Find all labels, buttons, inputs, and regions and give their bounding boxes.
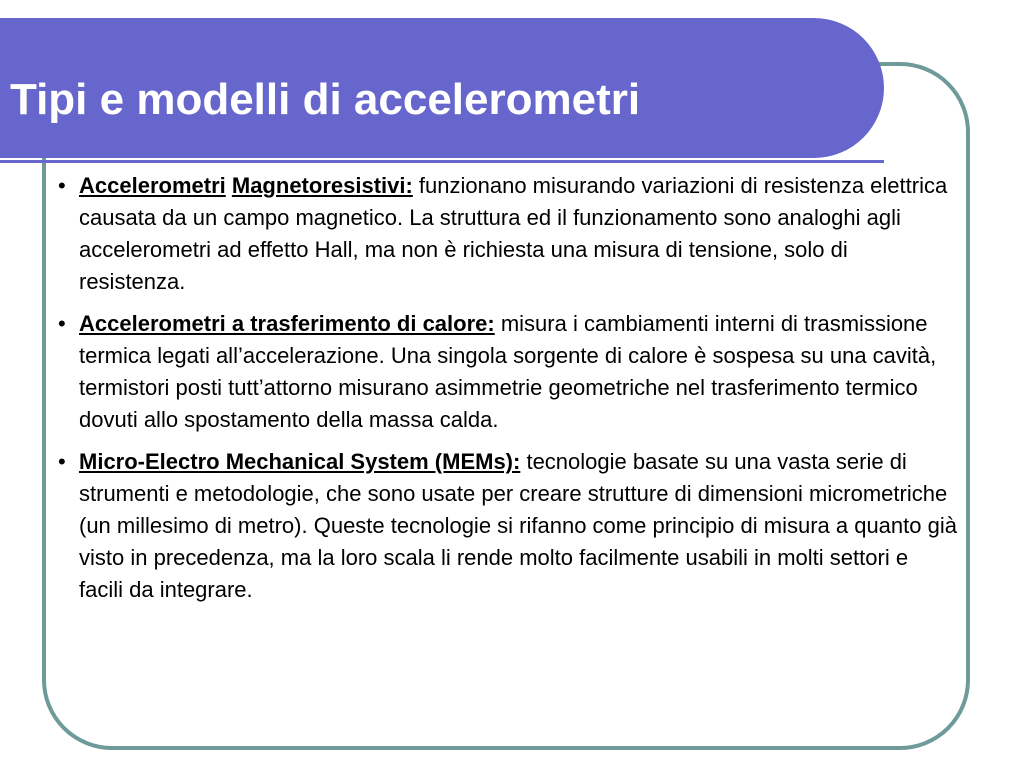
bullet-term: Accelerometri a trasferimento di calore: [79,311,495,336]
bullet-term: Micro-Electro Mechanical System (MEMs): [79,449,521,474]
bullet-term: Accelerometri [79,173,226,198]
bullet-text: tecnologie basate su una vasta serie di strumenti e metodologie, che sono usate per creare strutture di dimensioni micrometriche (un millesimo di metro). Queste tecnologie si rifanno come principio di misura a quanto già visto in precedenza, ma la loro scala li rende molto facilmente usabili in molti settori e facili da integrare. [79,449,957,602]
list-item [58,446,958,606]
bullet-icon: • [58,173,66,198]
slide-title: Tipi e modelli di accelerometri [10,75,641,124]
bullet-list [58,170,958,616]
list-item [58,170,958,298]
title-underline [0,160,884,163]
bullet-text: funzionano misurando variazioni di resistenza elettrica causata da un campo magnetico. La struttura ed il funzionamento sono analoghi agli accelerometri ad effetto Hall, ma non è richiesta una misura di tensione, solo di resistenza. [79,173,948,294]
bullet-text: misura i cambiamenti interni di trasmissione termica legati all’accelerazione. Una singola sorgente di calore è sospesa su una cavità, termistori posti tutt’attorno misurano asimmetrie geometriche nel trasferimento termico dovuti allo spostamento della massa calda. [79,311,937,432]
list-item [58,308,958,436]
bullet-term: Magnetoresistivi: [231,173,413,198]
bullet-icon: • [58,449,66,474]
bullet-icon: • [58,311,66,336]
